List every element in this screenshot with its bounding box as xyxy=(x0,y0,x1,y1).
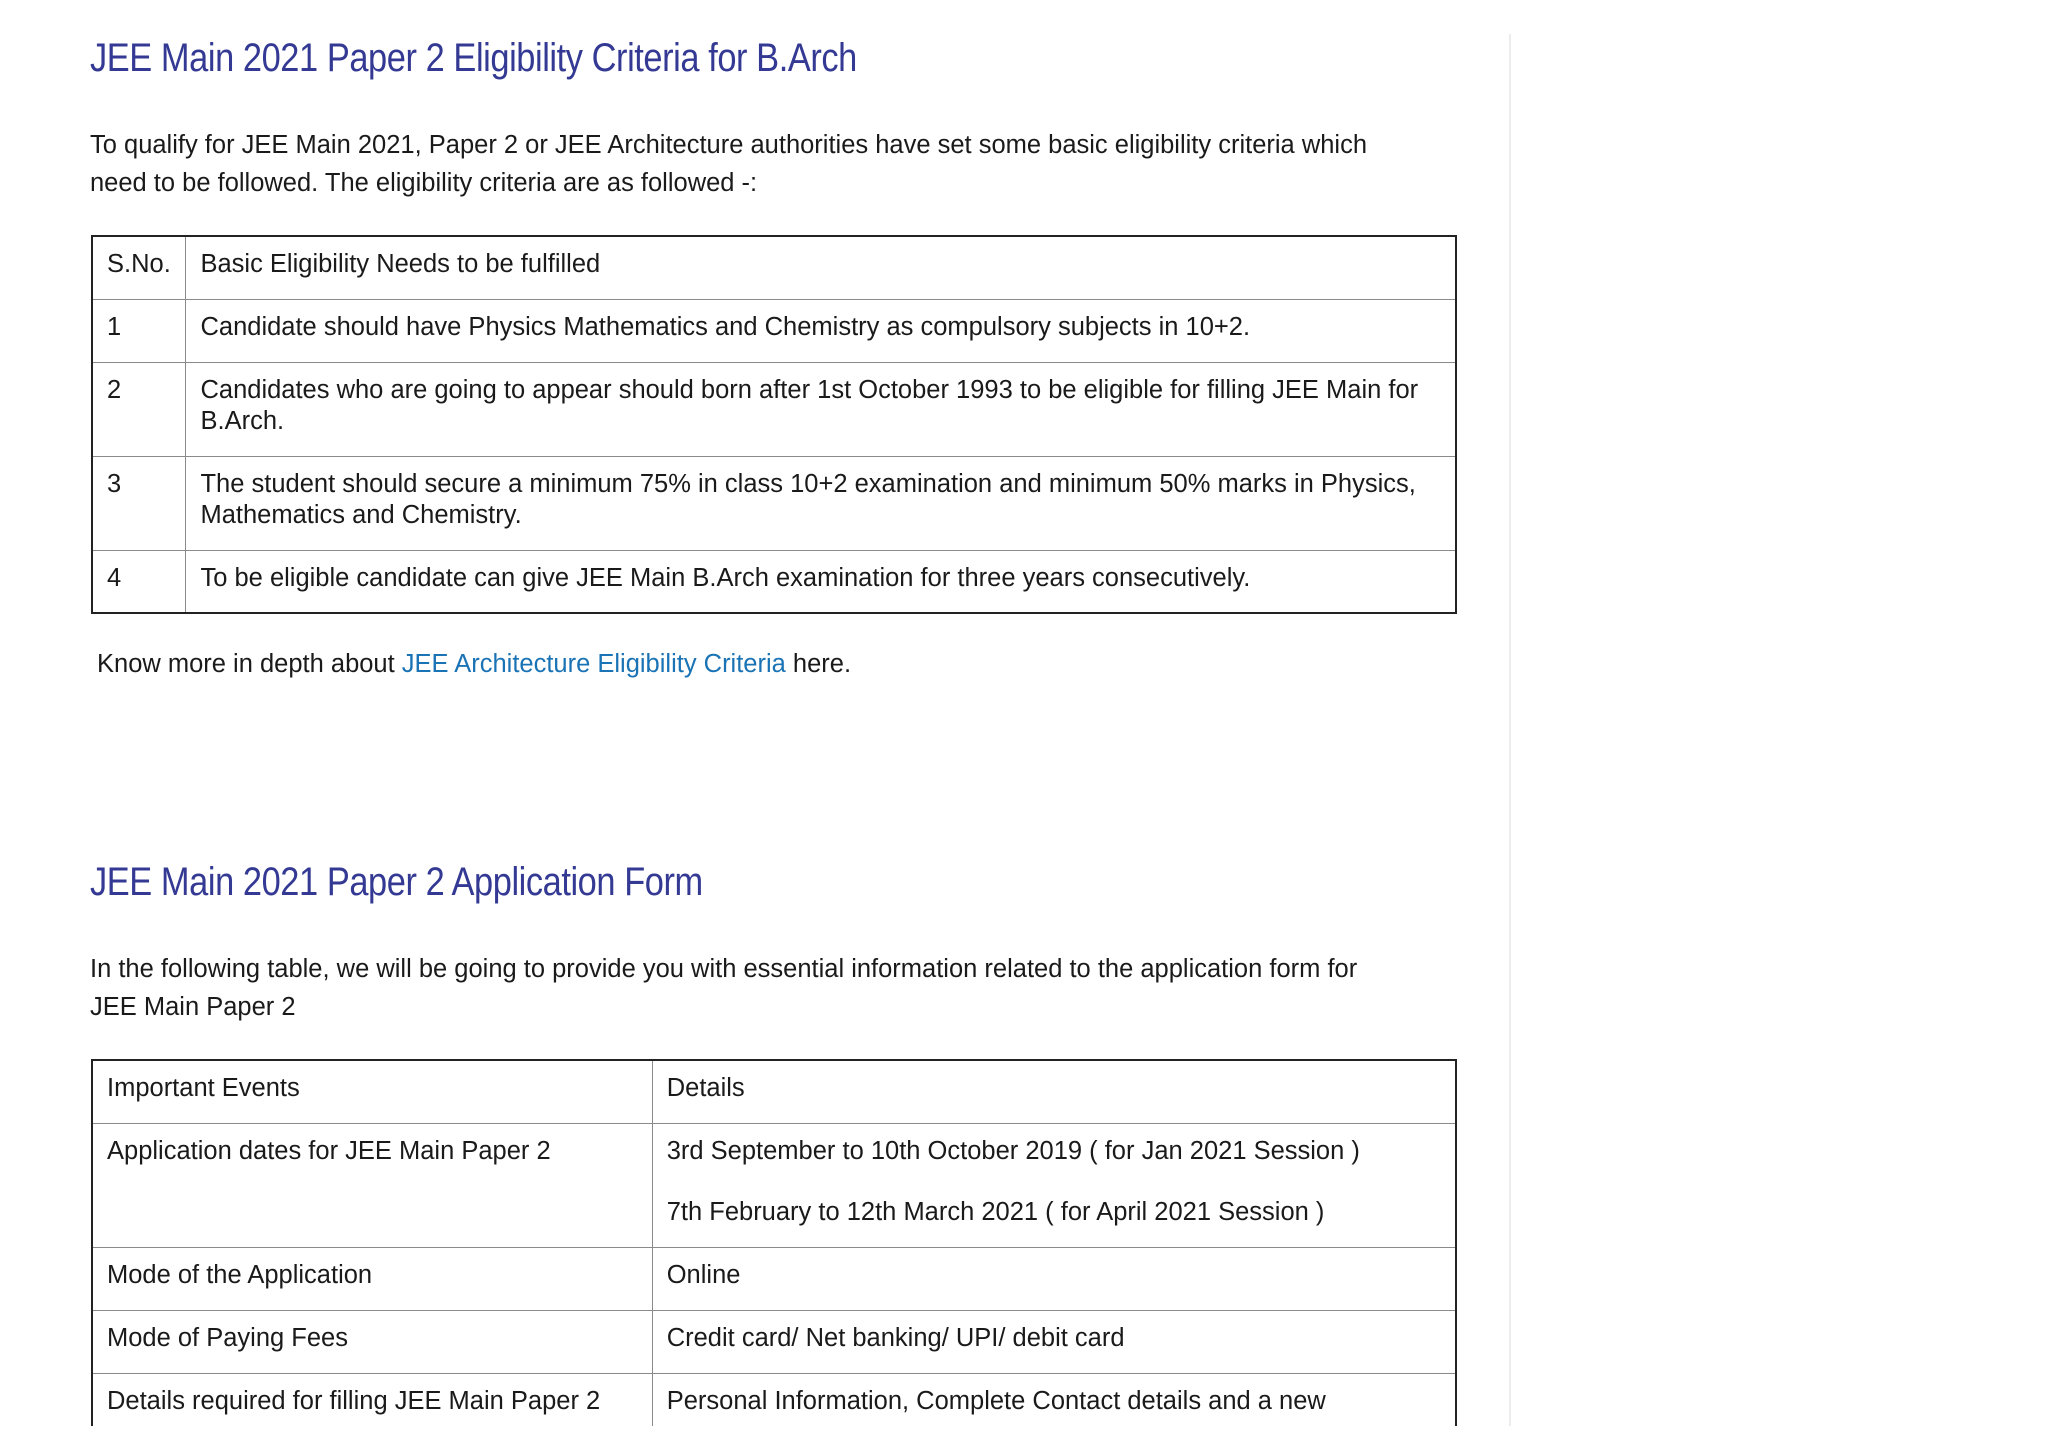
table-cell-sno: 4 xyxy=(92,550,186,613)
table-cell-details: Personal Information, Complete Contact details and a new xyxy=(652,1373,1456,1436)
table-cell-need: Candidate should have Physics Mathematics and Chemistry as compulsory subjects in 10+2. xyxy=(186,299,1456,362)
eligibility-intro-line1: To qualify for JEE Main 2021, Paper 2 or JEE Architecture authorities have set some basic eligibility criteria which xyxy=(90,131,1368,159)
eligibility-intro xyxy=(90,126,1460,202)
eligibility-heading: JEE Main 2021 Paper 2 Eligibility Criteria for B.Arch xyxy=(90,36,857,80)
application-intro xyxy=(90,950,1460,1026)
table-row xyxy=(92,1123,1456,1247)
table-row xyxy=(92,1247,1456,1310)
table-row xyxy=(92,299,1456,362)
table-cell-details: Credit card/ Net banking/ UPI/ debit card xyxy=(652,1310,1456,1373)
table-cell-need: The student should secure a minimum 75% in class 10+2 examination and minimum 50% marks in Physics, Mathematics and Chemistry. xyxy=(186,456,1456,550)
know-more-prefix: Know more in depth about xyxy=(97,650,402,678)
table-header-cell: S.No. xyxy=(92,236,186,299)
table-cell-sno: 2 xyxy=(92,362,186,456)
application-table xyxy=(91,1059,1457,1437)
table-cell-sno: 1 xyxy=(92,299,186,362)
table-cell-details: Online xyxy=(652,1247,1456,1310)
table-row xyxy=(92,1310,1456,1373)
application-heading: JEE Main 2021 Paper 2 Application Form xyxy=(90,860,703,904)
table-cell-need: Candidates who are going to appear should born after 1st October 1993 to be eligible for filling JEE Main for B.Arch. xyxy=(186,362,1456,456)
table-header-cell: Details xyxy=(652,1060,1456,1123)
table-cell-event: Application dates for JEE Main Paper 2 xyxy=(92,1123,652,1247)
details-line: 3rd September to 10th October 2019 ( for Jan 2021 Session ) xyxy=(666,1136,1360,1165)
page-bottom-mask xyxy=(0,1426,2048,1447)
details-line: 7th February to 12th March 2021 ( for April 2021 Session ) xyxy=(666,1197,1325,1226)
table-row xyxy=(92,456,1456,550)
eligibility-intro-line2: need to be followed. The eligibility criteria are as followed -: xyxy=(90,169,758,197)
table-cell-event: Details required for filling JEE Main Paper 2 xyxy=(92,1373,652,1436)
table-cell-need: To be eligible candidate can give JEE Main B.Arch examination for three years consecutively. xyxy=(186,550,1456,613)
table-cell-event: Mode of Paying Fees xyxy=(92,1310,652,1373)
eligibility-criteria-link[interactable]: JEE Architecture Eligibility Criteria xyxy=(401,650,786,678)
table-header-cell: Important Events xyxy=(92,1060,652,1123)
table-cell-sno: 3 xyxy=(92,456,186,550)
eligibility-table xyxy=(91,235,1457,614)
table-cell-event: Mode of the Application xyxy=(92,1247,652,1310)
table-row xyxy=(92,362,1456,456)
table-header-cell: Basic Eligibility Needs to be fulfilled xyxy=(186,236,1456,299)
table-cell-details xyxy=(652,1123,1456,1247)
know-more-suffix: here. xyxy=(785,650,852,678)
table-header-row xyxy=(92,236,1456,299)
application-intro-line1: In the following table, we will be going to provide you with essential information related to the application form for xyxy=(90,955,1358,983)
table-header-row xyxy=(92,1060,1456,1123)
application-intro-line2: JEE Main Paper 2 xyxy=(90,993,296,1021)
sidebar-divider xyxy=(1509,34,1511,1426)
table-row xyxy=(92,550,1456,613)
know-more-text xyxy=(97,645,851,683)
